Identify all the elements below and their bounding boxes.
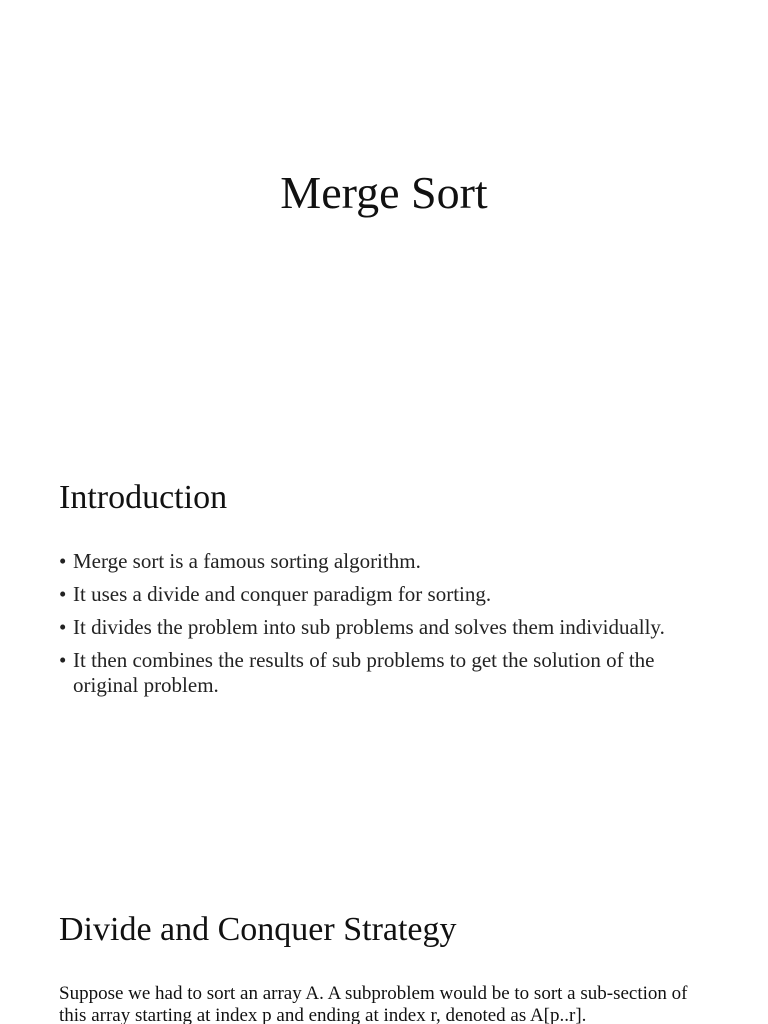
list-item xyxy=(59,615,719,640)
page-title: Merge Sort xyxy=(280,167,488,218)
introduction-bullet-list xyxy=(59,549,719,706)
divide-and-conquer-heading: Divide and Conquer Strategy xyxy=(59,911,457,948)
list-item-text: It then combines the results of sub problems to get the solution of the original problem. xyxy=(73,648,655,697)
list-item-text: It divides the problem into sub problems and solves them individually. xyxy=(73,615,665,639)
list-item-text: Merge sort is a famous sorting algorithm. xyxy=(73,549,421,573)
introduction-heading: Introduction xyxy=(59,479,228,516)
bullet-icon: • xyxy=(59,582,67,606)
bullet-icon: • xyxy=(59,549,67,573)
bullet-icon: • xyxy=(59,648,67,672)
bullet-icon: • xyxy=(59,615,67,639)
list-item xyxy=(59,648,719,698)
divide-and-conquer-paragraph: Suppose we had to sort an array A. A subproblem would be to sort a sub-section of this array starting at index p and ending at index r, denoted as A[p..r]. xyxy=(59,983,688,1024)
list-item xyxy=(59,582,719,607)
list-item xyxy=(59,549,719,574)
list-item-text: It uses a divide and conquer paradigm for sorting. xyxy=(73,582,492,606)
